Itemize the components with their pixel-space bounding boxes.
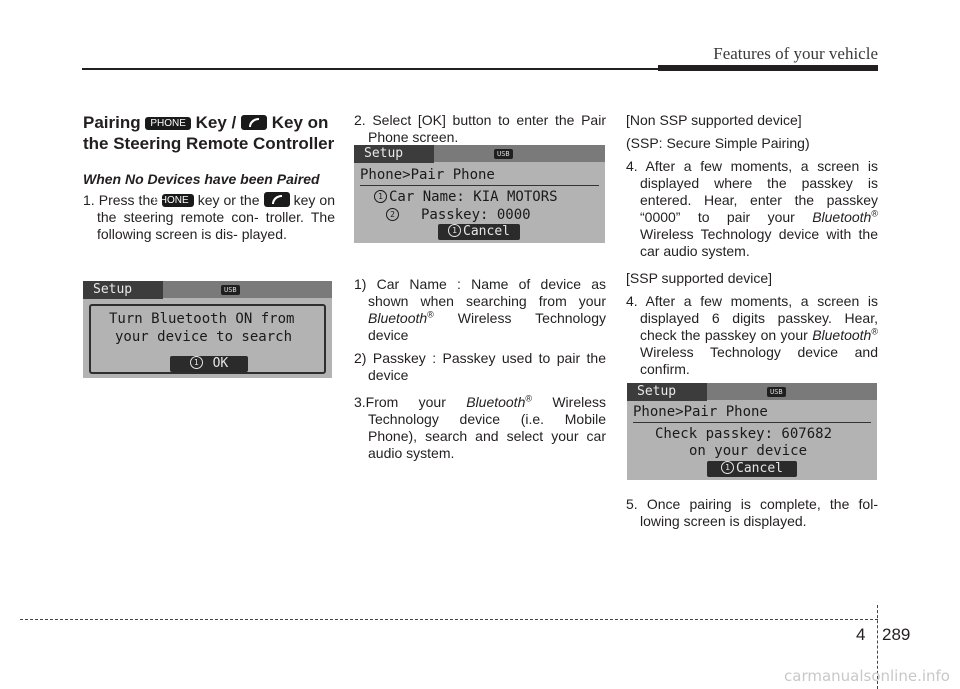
phone-key-badge: PHONE xyxy=(162,194,194,207)
passkey-row: 2 Passkey: 0000 xyxy=(386,207,531,223)
substep-2: 2) Passkey : Passkey used to pair the device xyxy=(354,350,606,383)
car-name-row: 1 Car Name: KIA MOTORS xyxy=(374,189,558,205)
usb-badge: USB xyxy=(221,285,240,295)
setup-tab: Setup xyxy=(627,383,707,401)
non-ssp-label: [Non SSP supported device] xyxy=(626,112,802,128)
breadcrumb: Phone>Pair Phone xyxy=(360,167,495,183)
message-line-2: your device to search xyxy=(115,329,293,345)
step-5: 5. Once pairing is complete, the fol- lowing screen is displayed. xyxy=(626,496,878,529)
section-subheading: When No Devices have been Paired xyxy=(83,171,320,187)
step-1: 1. Press the PHONE key or the key on the steering remote con- troller. The following screen is dis- played. xyxy=(83,192,336,242)
call-key-icon xyxy=(264,192,290,207)
chapter-number: 4 xyxy=(856,625,866,644)
breadcrumb: Phone>Pair Phone xyxy=(633,404,768,420)
cancel-button[interactable]: 1 Cancel xyxy=(707,461,797,477)
ok-button[interactable]: 1 OK xyxy=(170,356,248,372)
substep-1: 1) Car Name : Name of device as shown when searching from your Bluetooth® Wireless Technology device xyxy=(354,276,606,343)
screen-bluetooth-off xyxy=(83,281,332,378)
step-3: 3.From your Bluetooth® Wireless Technology device (i.e. Mobile Phone), search and select your car audio system. xyxy=(354,393,606,461)
ssp-label: [SSP supported device] xyxy=(626,270,773,286)
message-line-1: Turn Bluetooth ON from xyxy=(109,311,295,327)
ssp-definition: (SSP: Secure Simple Pairing) xyxy=(626,135,810,151)
watermark: carmanualsonline.info xyxy=(784,667,950,685)
step-4-ssp: 4. After a few moments, a screen is displayed 6 digits passkey. Hear, check the passkey on your Bluetooth® Wireless Technology device and confirm. xyxy=(626,293,878,377)
header-rule-accent xyxy=(658,65,878,71)
column-1 xyxy=(83,112,335,243)
step-4-non-ssp: 4. After a few moments, a screen is displayed where the passkey is entered. Hear, enter the passkey “0000” to pair your Bluetooth® Wireless Technology device with the car audio system. xyxy=(626,158,878,259)
phone-key-badge: PHONE xyxy=(145,117,191,130)
page-header-title: Features of your vehicle xyxy=(713,44,878,63)
on-device-line: on your device xyxy=(689,443,808,459)
setup-tab: Setup xyxy=(83,281,163,299)
page-number: 289 xyxy=(882,625,911,644)
setup-tab: Setup xyxy=(354,145,434,163)
check-passkey-line: Check passkey: 607682 xyxy=(655,426,833,442)
usb-badge: USB xyxy=(767,387,786,397)
cancel-button[interactable]: 1 Cancel xyxy=(438,224,520,240)
step-2: 2. Select [OK] button to enter the Pair Phone screen. xyxy=(354,112,606,145)
footer-rule xyxy=(20,619,878,620)
screen-pair-phone xyxy=(354,145,605,243)
section-heading: Pairing PHONE Key / Key on the Steering Remote Controller xyxy=(83,113,335,153)
usb-badge: USB xyxy=(494,149,513,159)
call-key-icon xyxy=(241,115,267,130)
screen-check-passkey xyxy=(627,383,877,480)
